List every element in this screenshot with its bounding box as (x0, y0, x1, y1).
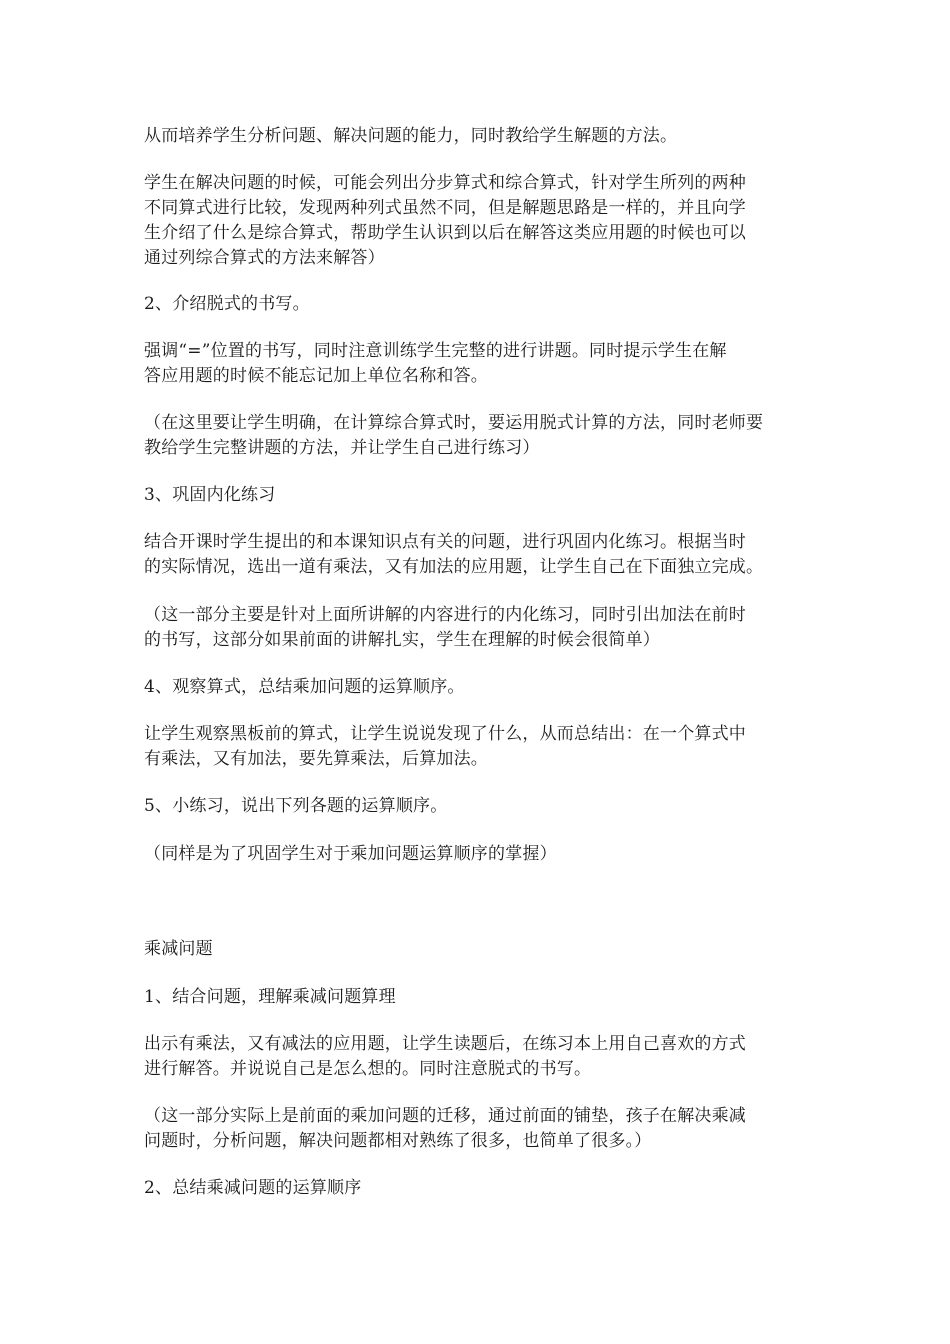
paragraph-line: 强调“=”位置的书写，同时注意训练学生完整的进行讲题。同时提示学生在解 (144, 341, 727, 361)
paragraph-note (144, 842, 814, 867)
section-heading (144, 483, 814, 508)
paragraph-line: 出示有乘法，又有减法的应用题，让学生读题后，在练习本上用自己喜欢的方式 (144, 1034, 746, 1054)
section-title (144, 937, 814, 962)
paragraph-line: （这一部分主要是针对上面所讲解的内容进行的内化练习，同时引出加法在前时 (144, 605, 746, 625)
paragraph (144, 339, 814, 389)
paragraph-line: （在这里要让学生明确，在计算综合算式时，要运用脱式计算的方法，同时老师要 (144, 413, 764, 433)
paragraph-line: 有乘法，又有加法，要先算乘法，后算加法。 (144, 749, 488, 769)
paragraph-line: （同样是为了巩固学生对于乘加问题运算顺序的掌握） (144, 844, 557, 864)
paragraph (144, 722, 814, 772)
paragraph (144, 1032, 814, 1082)
paragraph-line: 3、巩固内化练习 (144, 485, 276, 505)
paragraph-line: 2、总结乘减问题的运算顺序 (144, 1178, 362, 1198)
paragraph-line: 2、介绍脱式的书写。 (144, 294, 310, 314)
section-heading (144, 794, 814, 819)
paragraph-line: 乘减问题 (144, 939, 213, 959)
paragraph (144, 124, 814, 149)
paragraph-note (144, 603, 814, 653)
paragraph-line: 教给学生完整讲题的方法，并让学生自己进行练习） (144, 438, 540, 458)
paragraph-line: 从而培养学生分析问题、解决问题的能力，同时教给学生解题的方法。 (144, 126, 678, 146)
paragraph-note (144, 411, 814, 461)
paragraph-line: 进行解答。并说说自己是怎么想的。同时注意脱式的书写。 (144, 1059, 592, 1079)
paragraph-line: 生介绍了什么是综合算式，帮助学生认识到以后在解答这类应用题的时候也可以 (144, 223, 746, 243)
paragraph-line: 结合开课时学生提出的和本课知识点有关的问题，进行巩固内化练习。根据当时 (144, 532, 746, 552)
paragraph-line: 让学生观察黑板前的算式，让学生说说发现了什么，从而总结出：在一个算式中 (144, 724, 746, 744)
paragraph-line: 答应用题的时候不能忘记加上单位名称和答。 (144, 366, 488, 386)
paragraph-line: 不同算式进行比较，发现两种列式虽然不同，但是解题思路是一样的，并且向学 (144, 198, 746, 218)
section-heading (144, 292, 814, 317)
section-heading (144, 985, 814, 1010)
paragraph-line: 5、小练习，说出下列各题的运算顺序。 (144, 796, 448, 816)
paragraph-line: 问题时，分析问题，解决问题都相对熟练了很多，也简单了很多。） (144, 1131, 652, 1151)
paragraph-line: 4、观察算式，总结乘加问题的运算顺序。 (144, 677, 465, 697)
paragraph-line: 的书写，这部分如果前面的讲解扎实，学生在理解的时候会很简单） (144, 630, 660, 650)
section-heading (144, 675, 814, 700)
paragraph-line: 的实际情况，选出一道有乘法，又有加法的应用题，让学生自己在下面独立完成。 (144, 557, 764, 577)
paragraph (144, 530, 814, 580)
paragraph-line: 通过列综合算式的方法来解答） (144, 248, 385, 268)
section-heading (144, 1176, 814, 1201)
paragraph-line: 学生在解决问题的时候，可能会列出分步算式和综合算式，针对学生所列的两种 (144, 173, 746, 193)
paragraph-note (144, 1104, 814, 1154)
paragraph-line: （这一部分实际上是前面的乘加问题的迁移，通过前面的铺垫，孩子在解决乘减 (144, 1106, 746, 1126)
paragraph (144, 171, 814, 271)
paragraph-line: 1、结合问题，理解乘减问题算理 (144, 987, 396, 1007)
